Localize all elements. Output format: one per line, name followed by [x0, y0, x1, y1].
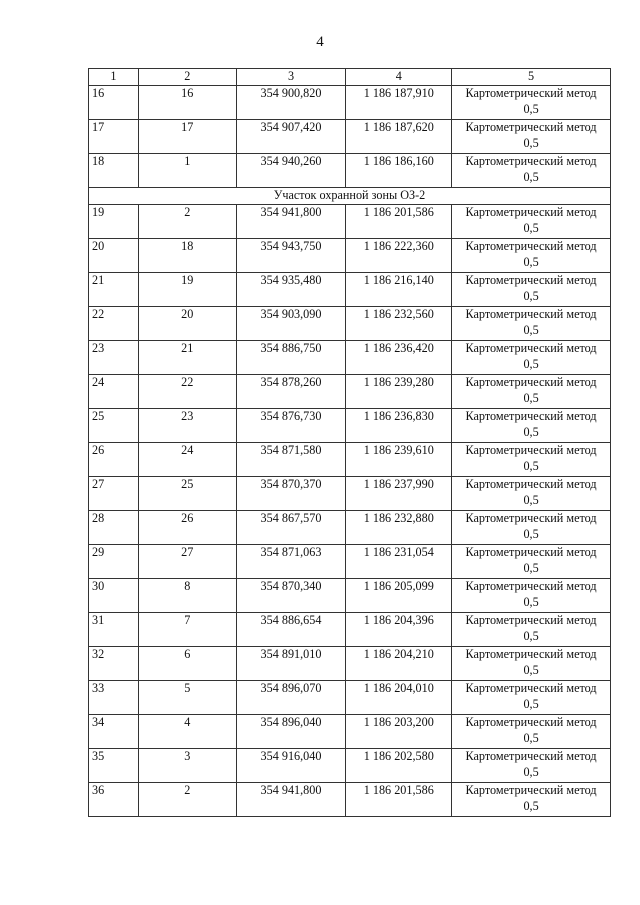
x-coordinate-cell: 354 940,260 [236, 154, 346, 188]
table-row [89, 749, 611, 783]
accuracy-value: 0,5 [523, 696, 539, 711]
method-cell [452, 120, 611, 154]
method-name: Картометрический метод [465, 375, 597, 389]
method-name: Картометрический метод [465, 307, 597, 321]
y-coordinate-cell: 1 186 231,054 [346, 545, 452, 579]
y-coordinate-cell: 1 186 187,910 [346, 86, 452, 120]
method-cell [452, 579, 611, 613]
accuracy-value: 0,5 [523, 458, 539, 473]
accuracy-value: 0,5 [523, 764, 539, 779]
point-number-cell: 17 [138, 120, 236, 154]
x-coordinate-cell: 354 870,340 [236, 579, 346, 613]
method-cell [452, 307, 611, 341]
x-coordinate-cell: 354 886,654 [236, 613, 346, 647]
method-name: Картометрический метод [465, 715, 597, 729]
point-number-cell: 24 [138, 443, 236, 477]
x-coordinate-cell: 354 871,063 [236, 545, 346, 579]
point-number-cell: 2 [138, 205, 236, 239]
method-cell [452, 341, 611, 375]
accuracy-value: 0,5 [523, 492, 539, 507]
method-name: Картометрический метод [465, 783, 597, 797]
method-cell [452, 409, 611, 443]
row-number-cell: 21 [89, 273, 139, 307]
point-number-cell: 1 [138, 154, 236, 188]
row-number-cell: 19 [89, 205, 139, 239]
method-name: Картометрический метод [465, 409, 597, 423]
point-number-cell: 8 [138, 579, 236, 613]
method-cell [452, 86, 611, 120]
method-name: Картометрический метод [465, 239, 597, 253]
method-name: Картометрический метод [465, 477, 597, 491]
row-number-cell: 20 [89, 239, 139, 273]
row-number-cell: 18 [89, 154, 139, 188]
x-coordinate-cell: 354 900,820 [236, 86, 346, 120]
method-cell [452, 783, 611, 817]
header-cell: 4 [346, 69, 452, 86]
table-row [89, 409, 611, 443]
accuracy-value: 0,5 [523, 356, 539, 371]
y-coordinate-cell: 1 186 187,620 [346, 120, 452, 154]
y-coordinate-cell: 1 186 232,880 [346, 511, 452, 545]
y-coordinate-cell: 1 186 239,280 [346, 375, 452, 409]
point-number-cell: 22 [138, 375, 236, 409]
x-coordinate-cell: 354 867,570 [236, 511, 346, 545]
accuracy-value: 0,5 [523, 424, 539, 439]
x-coordinate-cell: 354 903,090 [236, 307, 346, 341]
accuracy-value: 0,5 [523, 526, 539, 541]
method-cell [452, 647, 611, 681]
accuracy-value: 0,5 [523, 101, 539, 116]
row-number-cell: 33 [89, 681, 139, 715]
point-number-cell: 23 [138, 409, 236, 443]
row-number-cell: 16 [89, 86, 139, 120]
method-name: Картометрический метод [465, 273, 597, 287]
point-number-cell: 21 [138, 341, 236, 375]
table-row [89, 273, 611, 307]
method-cell [452, 443, 611, 477]
point-number-cell: 5 [138, 681, 236, 715]
y-coordinate-cell: 1 186 186,160 [346, 154, 452, 188]
point-number-cell: 3 [138, 749, 236, 783]
x-coordinate-cell: 354 878,260 [236, 375, 346, 409]
table-header-row [89, 69, 611, 86]
table-row [89, 783, 611, 817]
y-coordinate-cell: 1 186 239,610 [346, 443, 452, 477]
method-name: Картометрический метод [465, 86, 597, 100]
accuracy-value: 0,5 [523, 169, 539, 184]
x-coordinate-cell: 354 896,040 [236, 715, 346, 749]
point-number-cell: 25 [138, 477, 236, 511]
method-name: Картометрический метод [465, 154, 597, 168]
row-number-cell: 36 [89, 783, 139, 817]
accuracy-value: 0,5 [523, 390, 539, 405]
method-name: Картометрический метод [465, 749, 597, 763]
header-cell: 2 [138, 69, 236, 86]
y-coordinate-cell: 1 186 236,830 [346, 409, 452, 443]
y-coordinate-cell: 1 186 216,140 [346, 273, 452, 307]
method-name: Картометрический метод [465, 545, 597, 559]
method-cell [452, 239, 611, 273]
x-coordinate-cell: 354 896,070 [236, 681, 346, 715]
coordinates-table [88, 68, 611, 817]
method-name: Картометрический метод [465, 341, 597, 355]
method-name: Картометрический метод [465, 120, 597, 134]
table-row [89, 86, 611, 120]
point-number-cell: 2 [138, 783, 236, 817]
method-name: Картометрический метод [465, 579, 597, 593]
x-coordinate-cell: 354 870,370 [236, 477, 346, 511]
accuracy-value: 0,5 [523, 135, 539, 150]
row-number-cell: 34 [89, 715, 139, 749]
header-cell: 3 [236, 69, 346, 86]
accuracy-value: 0,5 [523, 254, 539, 269]
y-coordinate-cell: 1 186 201,586 [346, 783, 452, 817]
table-row [89, 511, 611, 545]
row-number-cell: 30 [89, 579, 139, 613]
method-cell [452, 681, 611, 715]
method-cell [452, 205, 611, 239]
table-row [89, 375, 611, 409]
accuracy-value: 0,5 [523, 628, 539, 643]
table-row [89, 443, 611, 477]
accuracy-value: 0,5 [523, 322, 539, 337]
section-row [89, 188, 611, 205]
page-number: 4 [316, 34, 324, 50]
row-number-cell: 31 [89, 613, 139, 647]
x-coordinate-cell: 354 935,480 [236, 273, 346, 307]
accuracy-value: 0,5 [523, 662, 539, 677]
method-cell [452, 154, 611, 188]
method-cell [452, 375, 611, 409]
row-number-cell: 22 [89, 307, 139, 341]
row-number-cell: 25 [89, 409, 139, 443]
row-number-cell: 27 [89, 477, 139, 511]
method-cell [452, 613, 611, 647]
y-coordinate-cell: 1 186 201,586 [346, 205, 452, 239]
accuracy-value: 0,5 [523, 730, 539, 745]
method-cell [452, 749, 611, 783]
x-coordinate-cell: 354 876,730 [236, 409, 346, 443]
table-row [89, 307, 611, 341]
method-name: Картометрический метод [465, 681, 597, 695]
table-row [89, 647, 611, 681]
accuracy-value: 0,5 [523, 798, 539, 813]
y-coordinate-cell: 1 186 204,010 [346, 681, 452, 715]
table-row [89, 715, 611, 749]
table-row [89, 120, 611, 154]
method-cell [452, 545, 611, 579]
y-coordinate-cell: 1 186 205,099 [346, 579, 452, 613]
header-cell: 1 [89, 69, 139, 86]
table-row [89, 681, 611, 715]
method-cell [452, 715, 611, 749]
point-number-cell: 27 [138, 545, 236, 579]
y-coordinate-cell: 1 186 203,200 [346, 715, 452, 749]
header-cell: 5 [452, 69, 611, 86]
x-coordinate-cell: 354 886,750 [236, 341, 346, 375]
method-name: Картометрический метод [465, 511, 597, 525]
point-number-cell: 6 [138, 647, 236, 681]
table-row [89, 239, 611, 273]
point-number-cell: 7 [138, 613, 236, 647]
method-name: Картометрический метод [465, 205, 597, 219]
table-row [89, 341, 611, 375]
y-coordinate-cell: 1 186 204,396 [346, 613, 452, 647]
table-row [89, 477, 611, 511]
x-coordinate-cell: 354 891,010 [236, 647, 346, 681]
method-name: Картометрический метод [465, 613, 597, 627]
row-number-cell: 32 [89, 647, 139, 681]
point-number-cell: 4 [138, 715, 236, 749]
row-number-cell: 35 [89, 749, 139, 783]
point-number-cell: 26 [138, 511, 236, 545]
table-row [89, 579, 611, 613]
method-name: Картометрический метод [465, 443, 597, 457]
method-name: Картометрический метод [465, 647, 597, 661]
method-cell [452, 477, 611, 511]
accuracy-value: 0,5 [523, 594, 539, 609]
x-coordinate-cell: 354 871,580 [236, 443, 346, 477]
table-row [89, 205, 611, 239]
y-coordinate-cell: 1 186 202,580 [346, 749, 452, 783]
x-coordinate-cell: 354 943,750 [236, 239, 346, 273]
x-coordinate-cell: 354 941,800 [236, 205, 346, 239]
y-coordinate-cell: 1 186 237,990 [346, 477, 452, 511]
y-coordinate-cell: 1 186 236,420 [346, 341, 452, 375]
point-number-cell: 18 [138, 239, 236, 273]
section-title: Участок охранной зоны ОЗ-2 [89, 188, 611, 205]
row-number-cell: 23 [89, 341, 139, 375]
x-coordinate-cell: 354 916,040 [236, 749, 346, 783]
table-row [89, 613, 611, 647]
row-number-cell: 17 [89, 120, 139, 154]
row-number-cell: 24 [89, 375, 139, 409]
row-number-cell: 28 [89, 511, 139, 545]
y-coordinate-cell: 1 186 222,360 [346, 239, 452, 273]
accuracy-value: 0,5 [523, 220, 539, 235]
table-row [89, 545, 611, 579]
method-cell [452, 511, 611, 545]
method-cell [452, 273, 611, 307]
y-coordinate-cell: 1 186 232,560 [346, 307, 452, 341]
point-number-cell: 20 [138, 307, 236, 341]
x-coordinate-cell: 354 941,800 [236, 783, 346, 817]
x-coordinate-cell: 354 907,420 [236, 120, 346, 154]
accuracy-value: 0,5 [523, 288, 539, 303]
row-number-cell: 26 [89, 443, 139, 477]
accuracy-value: 0,5 [523, 560, 539, 575]
table-row [89, 154, 611, 188]
y-coordinate-cell: 1 186 204,210 [346, 647, 452, 681]
point-number-cell: 16 [138, 86, 236, 120]
row-number-cell: 29 [89, 545, 139, 579]
point-number-cell: 19 [138, 273, 236, 307]
